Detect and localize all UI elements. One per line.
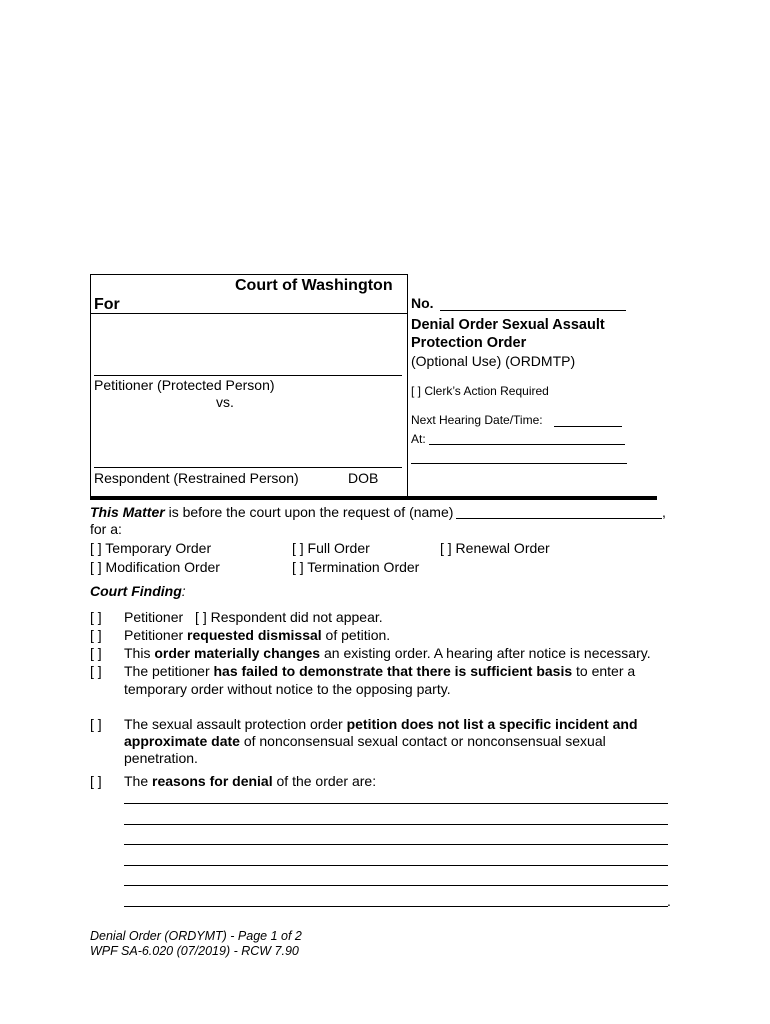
finding-checkbox-3[interactable]: [ ] (90, 645, 102, 661)
respondent-line (94, 467, 402, 468)
reason-line-1[interactable] (124, 803, 668, 804)
modification-order-checkbox[interactable]: [ ] Modification Order (90, 559, 220, 575)
dob-label: DOB (348, 470, 379, 486)
case-number-label: No. (411, 295, 434, 311)
finding-item-5-line2: approximate date of nonconsensual sexual contact or nonconsensual sexual (124, 733, 606, 749)
finding-item-4: The petitioner has failed to demonstrate that there is sufficient basis to enter a (124, 663, 636, 679)
matter-body: is before the court upon the request of (name) (164, 504, 454, 520)
reason-line-3[interactable] (124, 844, 668, 845)
footer-line2: WPF SA-6.020 (07/2019) - RCW 7.90 (90, 944, 299, 958)
clerk-action-checkbox[interactable]: [ ] Clerk’s Action Required (411, 384, 549, 398)
finding-checkbox-2[interactable]: [ ] (90, 627, 102, 643)
renewal-order-checkbox[interactable]: [ ] Renewal Order (440, 540, 550, 556)
finding-item-5: The sexual assault protection order petition does not list a specific incident and (124, 716, 638, 732)
next-hearing-label: Next Hearing Date/Time: (411, 413, 543, 427)
finding-item-1: Petitioner [ ] Respondent did not appear. (124, 609, 383, 625)
for-label: For (94, 296, 120, 313)
respondent-checkbox[interactable]: [ ] (195, 609, 207, 625)
extra-line (411, 463, 627, 464)
finding-checkbox-5[interactable]: [ ] (90, 716, 102, 732)
matter-lead: This Matter (90, 504, 165, 520)
matter-comma: , (662, 504, 666, 520)
matter-text (90, 504, 453, 520)
footer-line1: Denial Order (ORDYMT) - Page 1 of 2 (90, 929, 302, 943)
vs-label: vs. (216, 394, 234, 410)
finding-item-6: The reasons for denial of the order are: (124, 773, 377, 789)
finding-item-4-line2: temporary order without notice to the opposing party. (124, 681, 451, 697)
case-number-line (440, 310, 626, 311)
temporary-order-checkbox[interactable]: [ ] Temporary Order (90, 540, 212, 556)
doc-title-line2: Protection Order (411, 335, 527, 351)
petitioner-line (94, 375, 402, 376)
caption-divider (407, 274, 408, 496)
next-hearing-line (554, 426, 622, 427)
doc-title-line1: Denial Order Sexual Assault (411, 317, 605, 333)
full-order-checkbox[interactable]: [ ] Full Order (292, 540, 370, 556)
matter-for-a: for a: (90, 521, 122, 537)
doc-subtitle: (Optional Use) (ORDMTP) (411, 353, 576, 369)
finding-checkbox-1[interactable]: [ ] (90, 609, 102, 625)
at-line (429, 444, 625, 445)
thick-rule (90, 496, 657, 500)
finding-item-3: This order materially changes an existing order. A hearing after notice is necessary. (124, 645, 651, 661)
finding-item-5-line3: penetration. (124, 750, 198, 766)
finding-item-2: Petitioner requested dismissal of petition. (124, 627, 391, 643)
court-title: Court of Washington (235, 277, 393, 294)
reason-line-4[interactable] (124, 865, 668, 866)
court-finding-heading: Court Finding: (90, 583, 186, 599)
termination-order-checkbox[interactable]: [ ] Termination Order (292, 559, 420, 575)
reason-line-5[interactable] (124, 885, 668, 886)
for-underline (90, 313, 407, 314)
respondent-label: Respondent (Restrained Person) (94, 470, 299, 486)
reason-end-period: . (667, 893, 671, 909)
petitioner-label: Petitioner (Protected Person) (94, 377, 275, 393)
reason-line-2[interactable] (124, 824, 668, 825)
reason-line-6[interactable] (124, 906, 668, 907)
at-label: At: (411, 432, 426, 446)
finding-checkbox-6[interactable]: [ ] (90, 773, 102, 789)
requester-name-line (456, 518, 662, 519)
finding-checkbox-4[interactable]: [ ] (90, 663, 102, 679)
